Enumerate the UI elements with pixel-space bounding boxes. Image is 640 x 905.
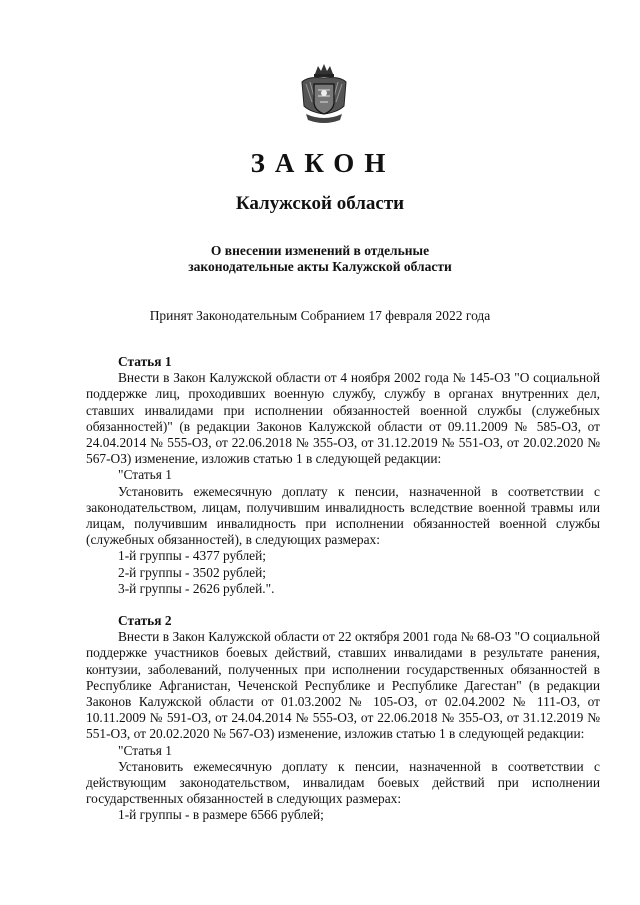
law-title: ЗАКОН [250, 148, 396, 178]
article-2-heading: Статья 2 [118, 613, 172, 629]
law-subject [0, 243, 640, 275]
article-spacer [86, 597, 600, 613]
article-2-intro: Внести в Закон Калужской области от 22 октября 2001 года № 68-ОЗ "О социальной поддержке участников боевых действий, ставших инвалидами в результате ранения, контузии, заболеваний, полученных при исполнении государственных обязанностей в Республике Афганистан, Чеченской Республике и Республике Дагестан" (в редакции Законов Калужской области от 01.03.2002 № 105-ОЗ, от 02.04.2002 № 111-ОЗ, от 10.11.2009 № 591-ОЗ, от 24.04.2014 № 555-ОЗ, от 22.06.2018 № 355-ОЗ, от 31.12.2019 № 551-ОЗ, от 20.02.2020 № 567-ОЗ) изменение, изложив статью 1 в следующей редакции: [86, 629, 600, 742]
article-1-body: Установить ежемесячную доплату к пенсии, назначенной в соответствии с законодательством, лицам, получившим инвалидность вследствие военной травмы или лицам, получившим инвалидность при исполнении обязанностей военной службы (служебных обязанностей), в следующих размерах: [86, 483, 600, 548]
law-subject-line-2: законодательные акты Калужской области [188, 259, 452, 274]
article-1-quoted-heading: "Статья 1 [118, 467, 172, 483]
law-body [86, 354, 600, 824]
article-1-intro: Внести в Закон Калужской области от 4 ноября 2002 года № 145-ОЗ "О социальной поддержке лиц, проходивших военную службу, службу в органах внутренних дел, ставших инвалидами при исполнении обязанностей военной службы (служебных обязанностей)" (в редакции Законов Калужской области от 09.11.2009 № 585-ОЗ, от 24.04.2014 № 555-ОЗ, от 22.06.2018 № 355-ОЗ, от 31.12.2019 № 551-ОЗ, от 20.02.2020 № 567-ОЗ) изменение, изложив статью 1 в следующей редакции: [86, 370, 600, 467]
article-1-item-3: 3-й группы - 2626 рублей.". [118, 580, 275, 596]
article-1-item-1: 1-й группы - 4377 рублей; [118, 548, 267, 564]
article-1-heading: Статья 1 [118, 354, 172, 369]
article-2-item-1: 1-й группы - в размере 6566 рублей; [118, 807, 324, 823]
article-2-body: Установить ежемесячную доплату к пенсии, назначенной в соответствии с действующим законодательством, инвалидам боевых действий при исполнении государственных обязанностей в следующих размерах: [86, 758, 600, 807]
law-subject-line-1: О внесении изменений в отдельные [210, 243, 430, 258]
region-name: Калужской области [235, 193, 405, 214]
article-1-item-2: 2-й группы - 3502 рублей; [118, 564, 267, 580]
adoption-line: Принят Законодательным Собранием 17 февраля 2022 года [149, 308, 491, 323]
article-2-quoted-heading: "Статья 1 [118, 742, 172, 758]
coat-of-arms-icon [298, 62, 350, 126]
